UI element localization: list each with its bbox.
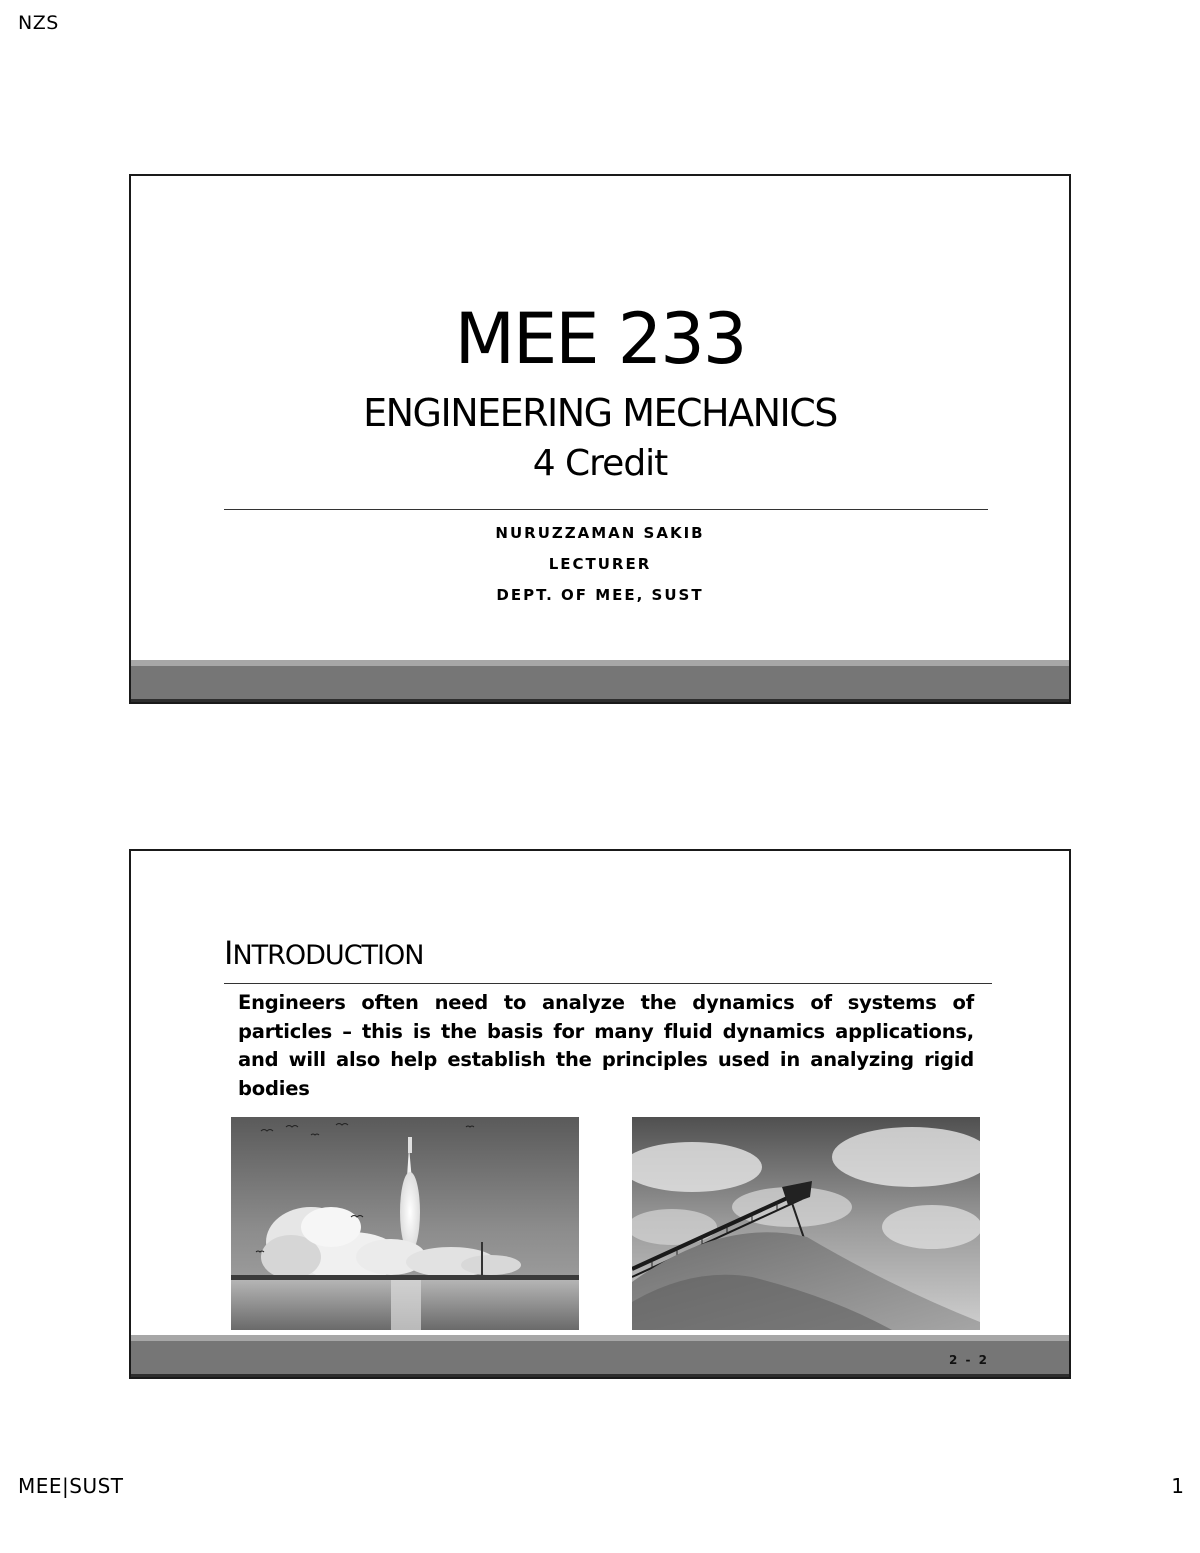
slide-footer-bar <box>131 1335 1069 1377</box>
page-footer-label: MEE|SUST <box>18 1474 124 1498</box>
course-code: MEE 233 <box>454 298 746 380</box>
author-position: LECTURER <box>548 555 652 573</box>
slide-title-rest: NTRODUCTION <box>232 940 424 971</box>
slide-footer-bar <box>131 660 1069 702</box>
slide-introduction <box>129 849 1071 1379</box>
slide-number: 2 - 2 <box>948 1353 989 1367</box>
slide-title <box>224 934 424 972</box>
page-number: 1 <box>1171 1474 1184 1498</box>
title-divider <box>224 509 988 510</box>
intro-paragraph: Engineers often need to analyze the dynamics of systems of particles – this is the basis for many fluid dynamics applications, and will also help establish the principles used in analyzing rigid bodies <box>238 991 974 1100</box>
slide-title <box>129 174 1071 704</box>
author-name: NURUZZAMAN SAKIB <box>495 524 705 542</box>
author-department: DEPT. OF MEE, SUST <box>496 586 704 604</box>
title-divider <box>224 983 992 984</box>
course-credit: 4 Credit <box>532 443 668 484</box>
slide-title-initial: I <box>224 934 233 972</box>
rocket-launch-photo <box>231 1117 579 1330</box>
author-block <box>131 518 1069 611</box>
conveyor-gravel-pile-photo <box>632 1117 980 1330</box>
course-title: ENGINEERING MECHANICS <box>363 391 837 435</box>
page-header: NZS <box>18 12 59 34</box>
